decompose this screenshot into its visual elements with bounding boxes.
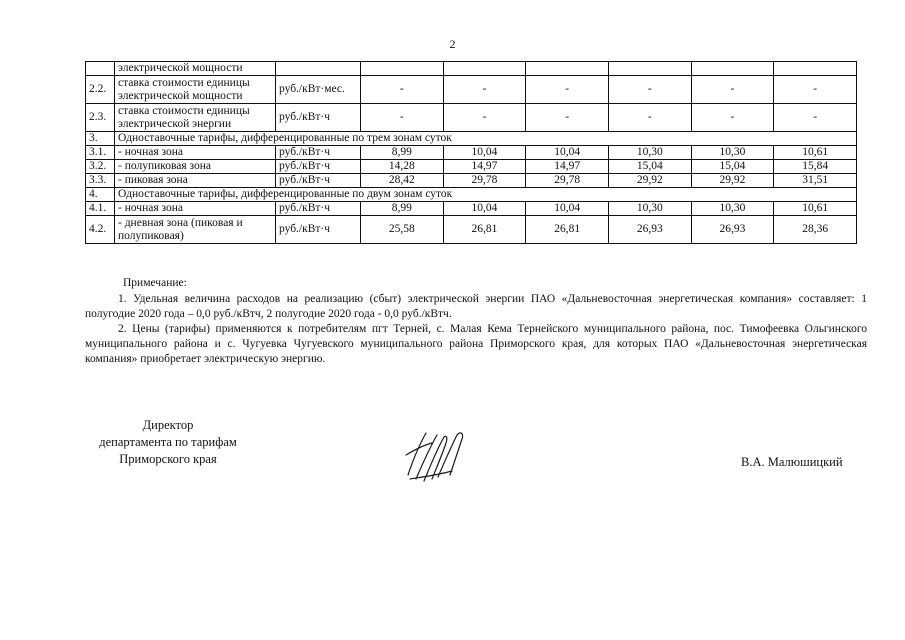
row-name-cell: - дневная зона (пиковая и полупиковая) (115, 216, 276, 244)
value-cell: 8,99 (361, 146, 444, 160)
value-cell: 10,61 (774, 146, 857, 160)
unit-cell (276, 62, 361, 76)
value-cell: 14,97 (443, 160, 526, 174)
value-cell: 10,61 (774, 202, 857, 216)
value-cell: - (608, 104, 691, 132)
row-name-cell: - полупиковая зона (115, 160, 276, 174)
value-cell: 29,92 (608, 174, 691, 188)
value-cell: 15,04 (608, 160, 691, 174)
handwritten-signature (402, 425, 472, 485)
value-cell: 10,04 (443, 202, 526, 216)
value-cell (691, 62, 774, 76)
value-cell: 25,58 (361, 216, 444, 244)
row-name-cell: электрической мощности (115, 62, 276, 76)
value-cell: 28,36 (774, 216, 857, 244)
value-cell: - (443, 76, 526, 104)
value-cell: 10,04 (526, 202, 609, 216)
unit-cell: руб./кВт·ч (276, 202, 361, 216)
row-number-cell: 2.3. (86, 104, 115, 132)
value-cell: - (691, 104, 774, 132)
row-name-cell: - ночная зона (115, 202, 276, 216)
value-cell: 10,30 (608, 202, 691, 216)
page-number: 2 (449, 37, 456, 51)
value-cell: 10,30 (608, 146, 691, 160)
row-name-cell: ставка стоимости единицы электрической энергии (115, 104, 276, 132)
row-name-cell: - ночная зона (115, 146, 276, 160)
table-row (86, 202, 857, 216)
value-cell: - (774, 104, 857, 132)
table-row (86, 216, 857, 244)
row-number-cell (86, 62, 115, 76)
value-cell (361, 62, 444, 76)
value-cell: 29,78 (443, 174, 526, 188)
value-cell: 15,04 (691, 160, 774, 174)
value-cell: 26,93 (691, 216, 774, 244)
value-cell: 10,30 (691, 146, 774, 160)
notes-heading: Примечание: (123, 277, 187, 289)
value-cell: 10,30 (691, 202, 774, 216)
value-cell: 28,42 (361, 174, 444, 188)
value-cell: 26,81 (443, 216, 526, 244)
unit-cell: руб./кВт·ч (276, 160, 361, 174)
unit-cell: руб./кВт·ч (276, 146, 361, 160)
row-number-cell: 3.1. (86, 146, 115, 160)
row-number-cell: 3.3. (86, 174, 115, 188)
row-number-cell: 4.1. (86, 202, 115, 216)
value-cell: - (361, 104, 444, 132)
note-item-2: 2. Цены (тарифы) применяются к потребителям пгт Терней, с. Малая Кема Тернейского муниципального района, пос. Тимофеевка Ольгинского муниципального района и с. Чугуевка Чугуевского муниципального района Приморского края, для которых ПАО «Дальневосточная энергетическая компания» приобретает электрическую энергию. (85, 323, 867, 365)
value-cell: - (361, 76, 444, 104)
signatory-title (78, 417, 258, 468)
tariff-table (85, 61, 857, 244)
row-number-cell: 2.2. (86, 76, 115, 104)
table-row (86, 146, 857, 160)
note-item-1: 1. Удельная величина расходов на реализацию (сбыт) электрической энергии ПАО «Дальневосточная энергетическая компания» составляет: 1 полугодие 2020 года – 0,0 руб./кВтч, 2 полугодие 2020 года - 0,0 руб./кВтч. (85, 293, 867, 320)
value-cell: - (443, 104, 526, 132)
value-cell: 14,28 (361, 160, 444, 174)
value-cell: 31,51 (774, 174, 857, 188)
unit-cell: руб./кВт·мес. (276, 76, 361, 104)
row-number-cell: 4. (86, 188, 115, 202)
signatory-title-line: Директор (142, 418, 194, 432)
row-name-cell: - пиковая зона (115, 174, 276, 188)
table-row (86, 174, 857, 188)
value-cell: 26,93 (608, 216, 691, 244)
table-row (86, 104, 857, 132)
value-cell: - (526, 104, 609, 132)
signer-name: В.А. Малюшицкий (741, 455, 843, 469)
value-cell (774, 62, 857, 76)
value-cell: 14,97 (526, 160, 609, 174)
unit-cell: руб./кВт·ч (276, 104, 361, 132)
row-number-cell: 3.2. (86, 160, 115, 174)
value-cell (443, 62, 526, 76)
value-cell: 15,84 (774, 160, 857, 174)
row-number-cell: 3. (86, 132, 115, 146)
table-section-row (86, 132, 857, 146)
value-cell: 10,04 (526, 146, 609, 160)
value-cell (608, 62, 691, 76)
signatory-title-line: Приморского края (119, 452, 217, 466)
value-cell: 10,04 (443, 146, 526, 160)
notes-section (85, 276, 867, 367)
value-cell: 26,81 (526, 216, 609, 244)
table-row (86, 62, 857, 76)
value-cell: 29,92 (691, 174, 774, 188)
unit-cell: руб./кВт·ч (276, 216, 361, 244)
value-cell: - (608, 76, 691, 104)
value-cell: 29,78 (526, 174, 609, 188)
signatory-title-line: департамента по тарифам (99, 435, 237, 449)
value-cell: - (691, 76, 774, 104)
row-number-cell: 4.2. (86, 216, 115, 244)
table-row (86, 160, 857, 174)
row-name-cell: ставка стоимости единицы электрической мощности (115, 76, 276, 104)
value-cell: 8,99 (361, 202, 444, 216)
unit-cell: руб./кВт·ч (276, 174, 361, 188)
section-title-cell: Одноставочные тарифы, дифференцированные по двум зонам суток (115, 188, 857, 202)
value-cell: - (526, 76, 609, 104)
value-cell (526, 62, 609, 76)
value-cell: - (774, 76, 857, 104)
table-row (86, 76, 857, 104)
table-section-row (86, 188, 857, 202)
section-title-cell: Одноставочные тарифы, дифференцированные по трем зонам суток (115, 132, 857, 146)
